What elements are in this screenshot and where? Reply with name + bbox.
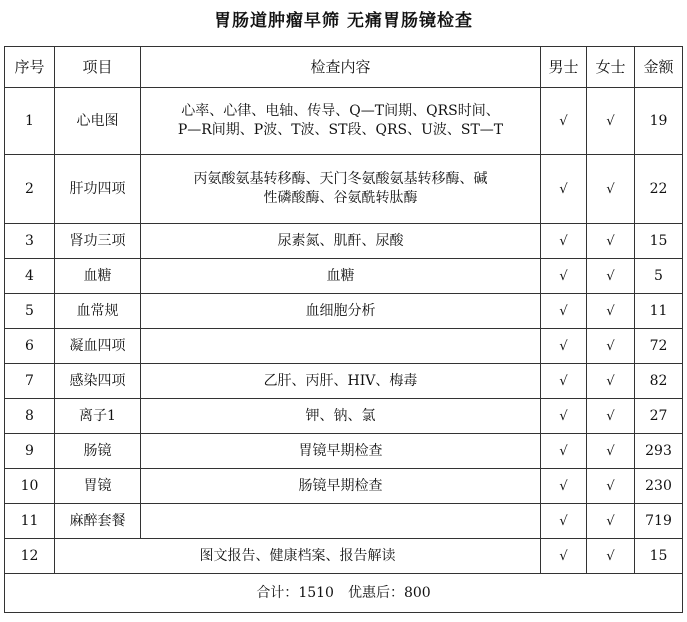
header-price: 金额 bbox=[635, 47, 683, 88]
row-no: 5 bbox=[5, 294, 55, 329]
row-price: 19 bbox=[635, 88, 683, 155]
row-content-line: 丙氨酸氨基转移酶、天门冬氨酸氨基转移酶、碱 bbox=[193, 171, 488, 187]
table-row bbox=[5, 329, 683, 364]
table-row bbox=[5, 469, 683, 504]
female-check: √ bbox=[587, 469, 635, 504]
female-check: √ bbox=[587, 434, 635, 469]
male-check: √ bbox=[541, 434, 587, 469]
row-item: 肠镜 bbox=[55, 434, 141, 469]
total-cell bbox=[5, 574, 683, 613]
row-no: 3 bbox=[5, 224, 55, 259]
row-price: 15 bbox=[635, 539, 683, 574]
row-merged-content: 图文报告、健康档案、报告解读 bbox=[55, 539, 541, 574]
row-content bbox=[141, 155, 541, 224]
row-no: 12 bbox=[5, 539, 55, 574]
row-content: 乙肝、丙肝、HIV、梅毒 bbox=[141, 364, 541, 399]
table-row bbox=[5, 434, 683, 469]
row-no: 2 bbox=[5, 155, 55, 224]
row-price: 293 bbox=[635, 434, 683, 469]
row-no: 4 bbox=[5, 259, 55, 294]
total-label: 合计： bbox=[256, 584, 299, 601]
row-item: 感染四项 bbox=[55, 364, 141, 399]
row-price: 5 bbox=[635, 259, 683, 294]
female-check: √ bbox=[587, 364, 635, 399]
discount-label: 优惠后： bbox=[347, 584, 404, 601]
row-content: 血细胞分析 bbox=[141, 294, 541, 329]
table-row bbox=[5, 399, 683, 434]
row-no: 7 bbox=[5, 364, 55, 399]
male-check: √ bbox=[541, 539, 587, 574]
row-item: 血糖 bbox=[55, 259, 141, 294]
row-content-line: P—R间期、P波、T波、ST段、QRS、U波、ST—T bbox=[177, 122, 504, 138]
header-item: 项目 bbox=[55, 47, 141, 88]
row-price: 22 bbox=[635, 155, 683, 224]
female-check: √ bbox=[587, 504, 635, 539]
total-row bbox=[5, 574, 683, 613]
table-row bbox=[5, 539, 683, 574]
female-check: √ bbox=[587, 88, 635, 155]
row-no: 1 bbox=[5, 88, 55, 155]
row-price: 82 bbox=[635, 364, 683, 399]
male-check: √ bbox=[541, 469, 587, 504]
row-item: 血常规 bbox=[55, 294, 141, 329]
male-check: √ bbox=[541, 224, 587, 259]
male-check: √ bbox=[541, 155, 587, 224]
row-content: 尿素氮、肌酐、尿酸 bbox=[141, 224, 541, 259]
row-content: 胃镜早期检查 bbox=[141, 434, 541, 469]
female-check: √ bbox=[587, 155, 635, 224]
header-no: 序号 bbox=[5, 47, 55, 88]
row-item: 肝功四项 bbox=[55, 155, 141, 224]
male-check: √ bbox=[541, 399, 587, 434]
table-row bbox=[5, 504, 683, 539]
row-price: 27 bbox=[635, 399, 683, 434]
row-price: 15 bbox=[635, 224, 683, 259]
table-header-row bbox=[5, 47, 683, 88]
row-item: 麻醉套餐 bbox=[55, 504, 141, 539]
exam-table bbox=[4, 46, 683, 613]
row-content: 血糖 bbox=[141, 259, 541, 294]
female-check: √ bbox=[587, 539, 635, 574]
table-row bbox=[5, 155, 683, 224]
discount-value: 800 bbox=[403, 584, 431, 601]
row-item: 肾功三项 bbox=[55, 224, 141, 259]
header-male: 男士 bbox=[541, 47, 587, 88]
row-price: 72 bbox=[635, 329, 683, 364]
row-no: 10 bbox=[5, 469, 55, 504]
row-no: 8 bbox=[5, 399, 55, 434]
row-content bbox=[141, 329, 541, 364]
male-check: √ bbox=[541, 259, 587, 294]
row-content: 肠镜早期检查 bbox=[141, 469, 541, 504]
row-no: 9 bbox=[5, 434, 55, 469]
female-check: √ bbox=[587, 259, 635, 294]
row-content bbox=[141, 504, 541, 539]
table-row bbox=[5, 364, 683, 399]
table-row bbox=[5, 259, 683, 294]
row-item: 凝血四项 bbox=[55, 329, 141, 364]
total-value: 1510 bbox=[298, 584, 334, 601]
row-content bbox=[141, 88, 541, 155]
table-row bbox=[5, 224, 683, 259]
male-check: √ bbox=[541, 294, 587, 329]
header-content: 检查内容 bbox=[141, 47, 541, 88]
row-content-line: 心率、心律、电轴、传导、Q—T间期、QRS时间、 bbox=[181, 103, 500, 119]
page-title: 胃肠道肿瘤早筛 无痛胃肠镜检查 bbox=[214, 11, 473, 31]
row-no: 11 bbox=[5, 504, 55, 539]
header-female: 女士 bbox=[587, 47, 635, 88]
row-item: 胃镜 bbox=[55, 469, 141, 504]
table-row bbox=[5, 88, 683, 155]
female-check: √ bbox=[587, 399, 635, 434]
female-check: √ bbox=[587, 294, 635, 329]
row-item: 离子1 bbox=[55, 399, 141, 434]
table-row bbox=[5, 294, 683, 329]
female-check: √ bbox=[587, 224, 635, 259]
female-check: √ bbox=[587, 329, 635, 364]
row-no: 6 bbox=[5, 329, 55, 364]
row-content-line: 性磷酸酶、谷氨酰转肽酶 bbox=[263, 190, 418, 206]
row-price: 719 bbox=[635, 504, 683, 539]
male-check: √ bbox=[541, 364, 587, 399]
row-price: 230 bbox=[635, 469, 683, 504]
male-check: √ bbox=[541, 88, 587, 155]
male-check: √ bbox=[541, 504, 587, 539]
row-price: 11 bbox=[635, 294, 683, 329]
row-content: 钾、钠、氯 bbox=[141, 399, 541, 434]
male-check: √ bbox=[541, 329, 587, 364]
row-item: 心电图 bbox=[55, 88, 141, 155]
